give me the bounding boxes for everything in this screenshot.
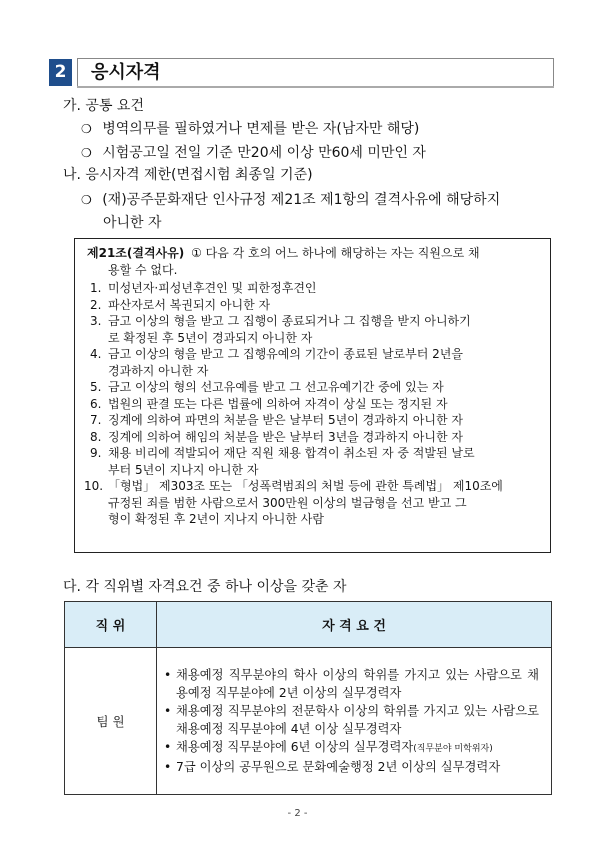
requirements-cell [157, 648, 552, 795]
regulation-item-line: 금고 이상의 형을 받고 그 집행이 종료되거나 그 집행을 받지 아니하기 [108, 314, 471, 328]
position-cell: 팀 원 [65, 648, 157, 795]
regulation-item-number: 8. [90, 429, 102, 444]
requirement-1: 채용예정 직무분야의 학사 이상의 학위를 가지고 있는 사람으로 채용예정 직무분야에 2년 이상의 실무경력자 [176, 668, 539, 700]
circle-bullet-icon: ❍ [81, 146, 92, 160]
regulation-item-line: 금고 이상의 형의 선고유예를 받고 그 선고유예기간 중에 있는 자 [108, 380, 444, 394]
regulation-item-line: 규정된 죄를 범한 사람으로서 300만원 이상의 벌금형을 선고 받고 그 [108, 495, 467, 510]
list-item [164, 758, 539, 776]
part-a-item-1-text: 병역의무를 필하였거나 면제를 받은 자(남자만 해당) [102, 121, 420, 137]
regulation-item [90, 313, 543, 346]
bullet-icon: • [164, 668, 172, 682]
part-a-item-1 [81, 120, 419, 138]
part-a-item-2 [81, 144, 426, 162]
regulation-item [90, 379, 543, 396]
regulation-item [90, 297, 543, 314]
regulation-item-line: 징계에 의하여 해임의 처분을 받은 날부터 3년을 경과하지 아니한 자 [108, 429, 463, 444]
regulation-item-number: 10. [84, 479, 104, 493]
regulation-item-number: 1. [90, 281, 102, 295]
bullet-icon: • [164, 760, 172, 774]
table-row [65, 648, 552, 795]
regulation-item-line: 미성년자·피성년후견인 및 피한정후견인 [108, 281, 317, 295]
regulation-intro-line-1: ① 다음 각 호의 어느 하나에 해당하는 자는 직원으로 채 [191, 246, 480, 260]
regulation-item-line: 「형법」 제303조 또는 「성폭력범죄의 처벌 등에 관한 특례법」 제10조에 [108, 479, 503, 493]
regulation-item-number: 5. [90, 380, 102, 394]
requirement-3: 채용예정 직무분야에 6년 이상의 실무경력자 [176, 740, 414, 754]
part-a-heading: 가. 공통 요건 [63, 98, 144, 114]
regulation-item-line: 채용 비리에 적발되어 재단 직원 채용 합격이 취소된 자 중 적발된 날로 [108, 446, 475, 460]
regulation-item [90, 280, 543, 297]
part-b-heading: 나. 응시자격 제한(면접시험 최종일 기준) [63, 167, 313, 183]
regulation-item [84, 478, 543, 528]
part-b-item [81, 191, 500, 209]
bullet-icon: • [164, 704, 172, 718]
part-c-heading: 다. 각 직위별 자격요건 중 하나 이상을 갖춘 자 [63, 579, 347, 595]
section-number: 2 [49, 59, 72, 86]
regulation-item [90, 346, 543, 379]
list-item [164, 738, 539, 758]
part-b-item-line-2: 아니한 자 [103, 215, 162, 231]
regulation-item-line: 파산자로서 복권되지 아니한 자 [108, 297, 271, 312]
regulation-item [90, 445, 543, 478]
regulation-item [90, 412, 543, 429]
column-header-position: 직 위 [65, 602, 157, 648]
regulation-item-line: 징계에 의하여 파면의 처분을 받은 날부터 5년이 경과하지 아니한 자 [108, 413, 463, 427]
regulation-item-number: 3. [90, 314, 102, 328]
regulation-intro [87, 245, 543, 261]
page-number: - 2 - [287, 808, 308, 819]
part-b-item-line-1: (재)공주문화재단 인사규정 제21조 제1항의 결격사유에 해당하지 [102, 192, 501, 208]
regulation-item-number: 7. [90, 413, 102, 427]
bullet-icon: • [164, 740, 172, 754]
regulation-item-number: 9. [90, 446, 102, 460]
column-header-requirements: 자 격 요 건 [157, 602, 552, 648]
circle-bullet-icon: ❍ [81, 193, 92, 207]
regulation-item-line: 로 확정된 후 5년이 경과되지 아니한 자 [108, 330, 313, 345]
regulation-item-line: 금고 이상의 형을 받고 그 집행유예의 기간이 종료된 날로부터 2년을 [108, 347, 463, 361]
table-header-row [65, 602, 552, 648]
section-title: 응시자격 [91, 62, 161, 83]
regulation-item-line: 법원의 판결 또는 다른 법률에 의하여 자격이 상실 또는 정지된 자 [108, 396, 448, 411]
regulation-intro-line-2: 용할 수 없다. [108, 263, 178, 277]
requirement-4: 7급 이상의 공무원으로 문화예술행정 2년 이상의 실무경력자 [176, 760, 501, 774]
requirements-table [64, 601, 552, 795]
requirement-3-note: (직무분야 미학위자) [413, 744, 493, 754]
regulation-item-line: 형이 확정된 후 2년이 지나지 아니한 사람 [108, 512, 324, 526]
list-item [164, 702, 539, 738]
regulation-item [90, 429, 543, 446]
regulation-item-number: 6. [90, 396, 102, 411]
regulation-title: 제21조(결격사유) [87, 246, 185, 260]
regulation-item-line: 경과하지 아니한 자 [108, 363, 209, 378]
regulation-item-line: 부터 5년이 지나지 아니한 자 [108, 462, 259, 477]
circle-bullet-icon: ❍ [81, 122, 92, 136]
regulation-item [90, 396, 543, 413]
part-a-item-2-text: 시험공고일 전일 기준 만20세 이상 만60세 미만인 자 [102, 145, 426, 161]
regulation-item-number: 4. [90, 347, 102, 361]
requirement-2: 채용예정 직무분야의 전문학사 이상의 학위를 가지고 있는 사람으로 채용예정 직무분야에 4년 이상 실무경력자 [176, 704, 539, 736]
requirements-list [164, 666, 539, 776]
section-divider [77, 86, 554, 88]
list-item [164, 666, 539, 702]
regulation-item-number: 2. [90, 297, 102, 312]
